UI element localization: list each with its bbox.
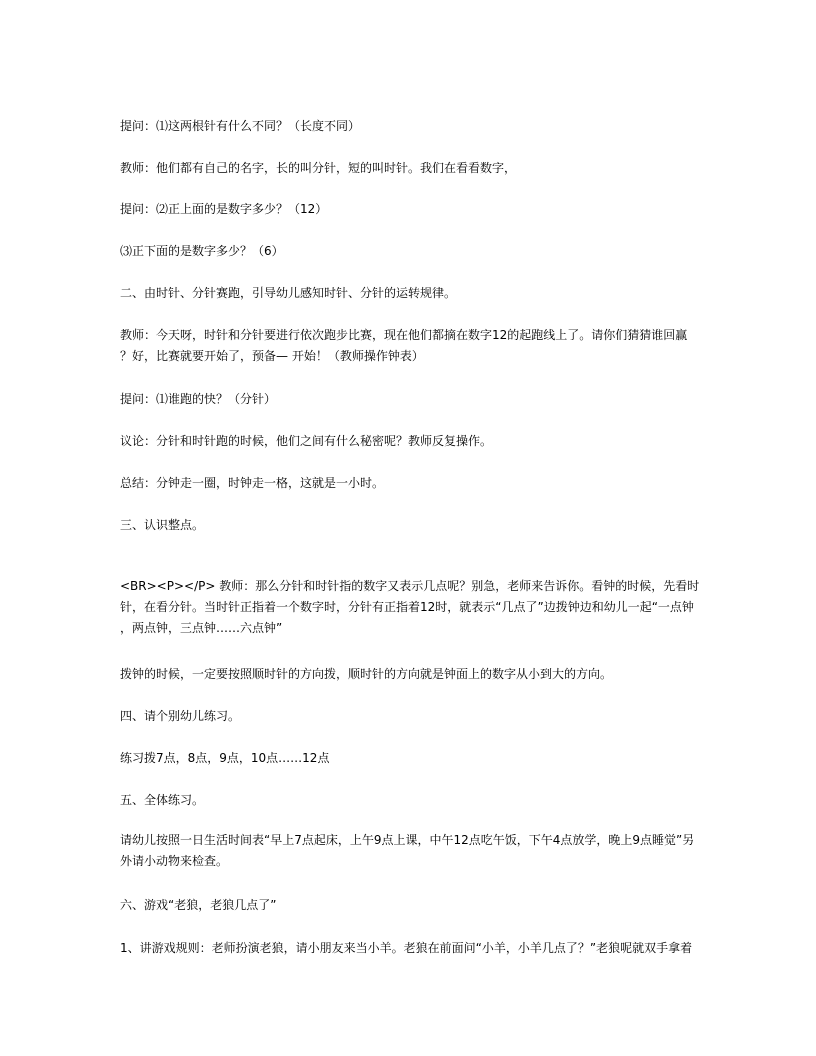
text-line: 提问：⑴这两根针有什么不同？（长度不同） <box>120 119 361 133</box>
paragraph <box>120 116 698 137</box>
text-line: 针，在看分针。当时针正指着一个数字时，分针有正指着12时，就表示“几点了”边拨钟边和幼儿一起“一点钟 <box>120 600 694 614</box>
section-heading <box>120 283 698 304</box>
text-line: 总结：分钟走一圈，时钟走一格，这就是一小时。 <box>120 476 385 490</box>
text-line: 拨钟的时候，一定要按照顺时针的方向拨，顺时针的方向就是钟面上的数字从小到大的方向。 <box>120 667 613 681</box>
paragraph <box>120 241 698 262</box>
section-heading <box>120 790 698 811</box>
section-heading <box>120 895 698 916</box>
text-line: 1、讲游戏规则：老师扮演老狼，请小朋友来当小羊。老狼在前面问“小羊，小羊几点了？”老狼呢就双手拿着 <box>120 941 693 955</box>
text-line: 教师：他们都有自己的名字，长的叫分针，短的叫时针。我们在看看数字， <box>120 161 517 175</box>
text-line: 教师：今天呀，时针和分针要进行依次跑步比赛，现在他们都摘在数字12的起跑线上了。请你们猜猜谁回赢 <box>120 328 688 342</box>
paragraph <box>120 199 698 220</box>
section-heading <box>120 515 698 536</box>
text-line: 议论：分针和时针跑的时候，他们之间有什么秘密呢？教师反复操作。 <box>120 434 493 448</box>
paragraph <box>120 389 698 410</box>
text-line: ⑶正下面的是数字多少？（6） <box>120 244 284 258</box>
text-line: 外请小动物来检查。 <box>120 854 229 868</box>
text-line: 提问：⑴谁跑的快？（分针） <box>120 392 277 406</box>
paragraph <box>120 576 698 639</box>
text-line: 练习拨7点，8点，9点，10点……12点 <box>120 751 330 765</box>
paragraph <box>120 664 698 685</box>
paragraph <box>120 473 698 494</box>
paragraph <box>120 431 698 452</box>
text-line: ？好，比赛就要开始了，预备— 开始！（教师操作钟表） <box>120 349 424 363</box>
text-line: 四、请个别幼儿练习。 <box>120 709 241 723</box>
text-line: 六、游戏“老狼，老狼几点了” <box>120 898 277 912</box>
section-heading <box>120 706 698 727</box>
paragraph <box>120 748 698 769</box>
text-line: 二、由时针、分针赛跑，引导幼儿感知时针、分针的运转规律。 <box>120 286 457 300</box>
text-line: 提问：⑵正上面的是数字多少？（12） <box>120 202 328 216</box>
paragraph <box>120 830 698 872</box>
paragraph <box>120 938 698 959</box>
text-line: 三、认识整点。 <box>120 518 205 532</box>
text-line: ，两点钟，三点钟……六点钟” <box>120 621 283 635</box>
text-line: 请幼儿按照一日生活时间表“早上7点起床，上午9点上课，中午12点吃午饭，下午4点放学，晚上9点睡觉”另 <box>120 833 695 847</box>
paragraph <box>120 158 698 179</box>
text-line: 五、全体练习。 <box>120 793 205 807</box>
paragraph <box>120 325 698 367</box>
text-line: <BR><P></P> 教师：那么分针和时针指的数字又表示几点呢？别急，老师来告诉你。看钟的时候，先看时 <box>120 579 700 593</box>
